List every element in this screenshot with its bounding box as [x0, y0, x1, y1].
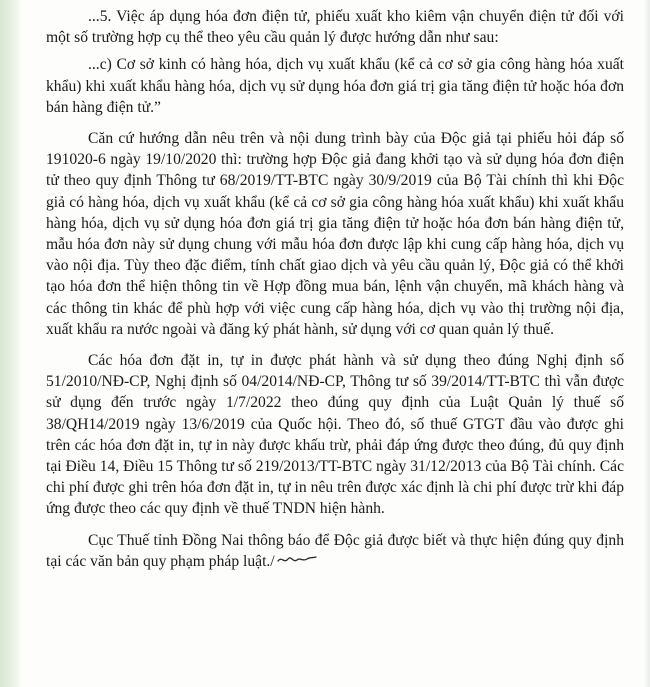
paragraph-guidance: Căn cứ hướng dẫn nêu trên và nội dung trình bày của Độc giả tại phiếu hỏi đáp số 191020-6 ngày 19/10/2020 thì: trường hợp Độc giả đang khởi tạo và sử dụng hóa đơn điện tử theo quy định Thông tư 68/2019/TT-BTC ngày 30/9/2019 của Bộ Tài chính thì khi Độc giả có hàng hóa, dịch vụ xuất khẩu (kể cả cơ sở gia công hàng hóa xuất khẩu) khi xuất khẩu hàng hóa, dịch vụ sử dụng hóa đơn giá trị gia tăng điện tử hoặc hóa đơn bán hàng điện tử, mẫu hóa đơn này sử dụng chung với mẫu hóa đơn được lập khi cung cấp hàng hóa, dịch vụ vào nội địa. Tùy theo đặc điểm, tính chất giao dịch và yêu cầu quản lý, Độc giả có thể khởi tạo hóa đơn thể hiện thông tin về Hợp đồng mua bán, lệnh vận chuyển, mã khách hàng và các thông tin khác để phù hợp với việc cung cấp hàng hóa, dịch vụ vào thị trường nội địa, xuất khẩu ra nước ngoài và đăng ký phát hành, sử dụng với cơ quan quản lý thuế.: [46, 130, 624, 338]
initial-signature-mark: [277, 552, 317, 566]
paragraph-quote-item-c: ...c) Cơ sở kinh có hàng hóa, dịch vụ xuất khẩu (kể cả cơ sở gia công hàng hóa xuất khẩu) khi xuất khẩu hàng hóa, dịch vụ sử dụng hóa đơn giá trị gia tăng điện tử hoặc hóa đơn bán hàng điện tử.”: [46, 56, 624, 116]
document-body: [46, 6, 624, 572]
paragraph-closing: [46, 530, 624, 572]
paragraph-preprinted-invoices: Các hóa đơn đặt in, tự in được phát hành và sử dụng theo đúng Nghị định số 51/2010/NĐ-CP, Nghị định số 04/2014/NĐ-CP, Thông tư số 39/2014/TT-BTC thì vẫn được sử dụng đến trước ngày 1/7/2022 theo đúng quy định của Luật Quản lý thuế số 38/QH14/2019 ngày 13/6/2019 của Quốc hội. Theo đó, số thuế GTGT đầu vào được ghi trên các hóa đơn đặt in, tự in này được khấu trừ, phải đáp ứng được theo đúng, đủ quy định tại Điều 14, Điều 15 Thông tư số 219/2013/TT-BTC ngày 31/12/2013 của Bộ Tài chính. Các chi phí được ghi trên hóa đơn đặt in, tự in nêu trên được xác định là chi phí được trừ khi đáp ứng được theo các quy định về thuế TNDN hiện hành.: [46, 352, 624, 518]
scan-edge-right: [644, 0, 650, 687]
paragraph-quote-heading: ...5. Việc áp dụng hóa đơn điện tử, phiếu xuất kho kiêm vận chuyển điện tử đối với một số trường hợp cụ thể theo yêu cầu quản lý được hướng dẫn như sau:: [46, 8, 624, 47]
closing-text: Cục Thuế tỉnh Đồng Nai thông báo để Độc giả được biết và thực hiện đúng quy định tại các văn bản quy phạm pháp luật./: [46, 531, 624, 570]
scan-edge-left: [0, 0, 22, 687]
